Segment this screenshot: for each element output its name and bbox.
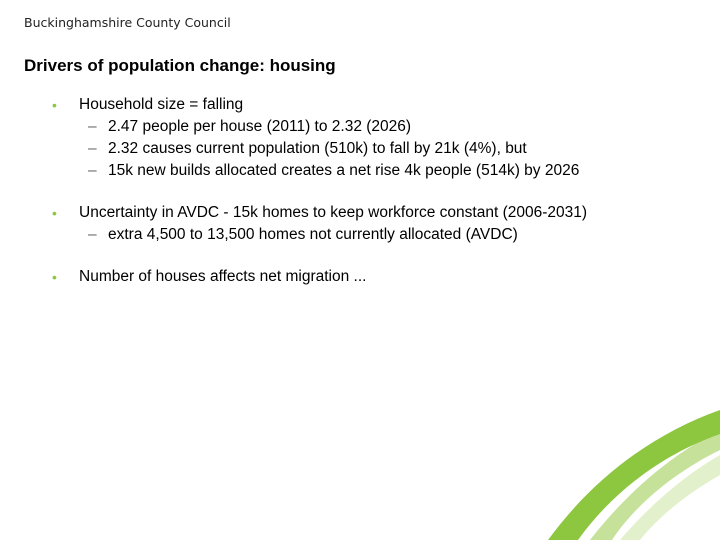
bullet-text: Household size = falling (79, 96, 244, 113)
bullet-icon: • (52, 269, 57, 285)
sub-bullet-item (0, 224, 720, 246)
bullet-icon: • (52, 97, 57, 113)
sub-bullet-text: 2.32 causes current population (510k) to fall by 21k (4%), but (108, 140, 527, 157)
sub-bullet-text: 2.47 people per house (2011) to 2.32 (2026) (108, 118, 412, 135)
bullet-item-uncertainty (0, 202, 720, 224)
bullet-text: Uncertainty in AVDC - 15k homes to keep workforce constant (2006-2031) (79, 204, 588, 221)
dash-icon: – (88, 118, 97, 135)
dash-icon: – (88, 140, 97, 157)
organization-name: Buckinghamshire County Council (24, 15, 231, 30)
green-swoosh-decoration (500, 400, 720, 540)
dash-icon: – (88, 162, 97, 179)
sub-bullet-text: 15k new builds allocated creates a net rise 4k people (514k) by 2026 (108, 162, 580, 179)
bullet-list (0, 94, 720, 288)
slide-title: Drivers of population change: housing (24, 56, 336, 75)
bullet-icon: • (52, 205, 57, 221)
bullet-item-household-size (0, 94, 720, 116)
sub-bullet-text: extra 4,500 to 13,500 homes not currently allocated (AVDC) (108, 226, 518, 243)
sub-bullet-item (0, 160, 720, 182)
dash-icon: – (88, 226, 97, 243)
sub-bullet-item (0, 116, 720, 138)
bullet-text: Number of houses affects net migration ... (79, 268, 367, 285)
bullet-item-migration (0, 266, 720, 288)
sub-bullet-item (0, 138, 720, 160)
